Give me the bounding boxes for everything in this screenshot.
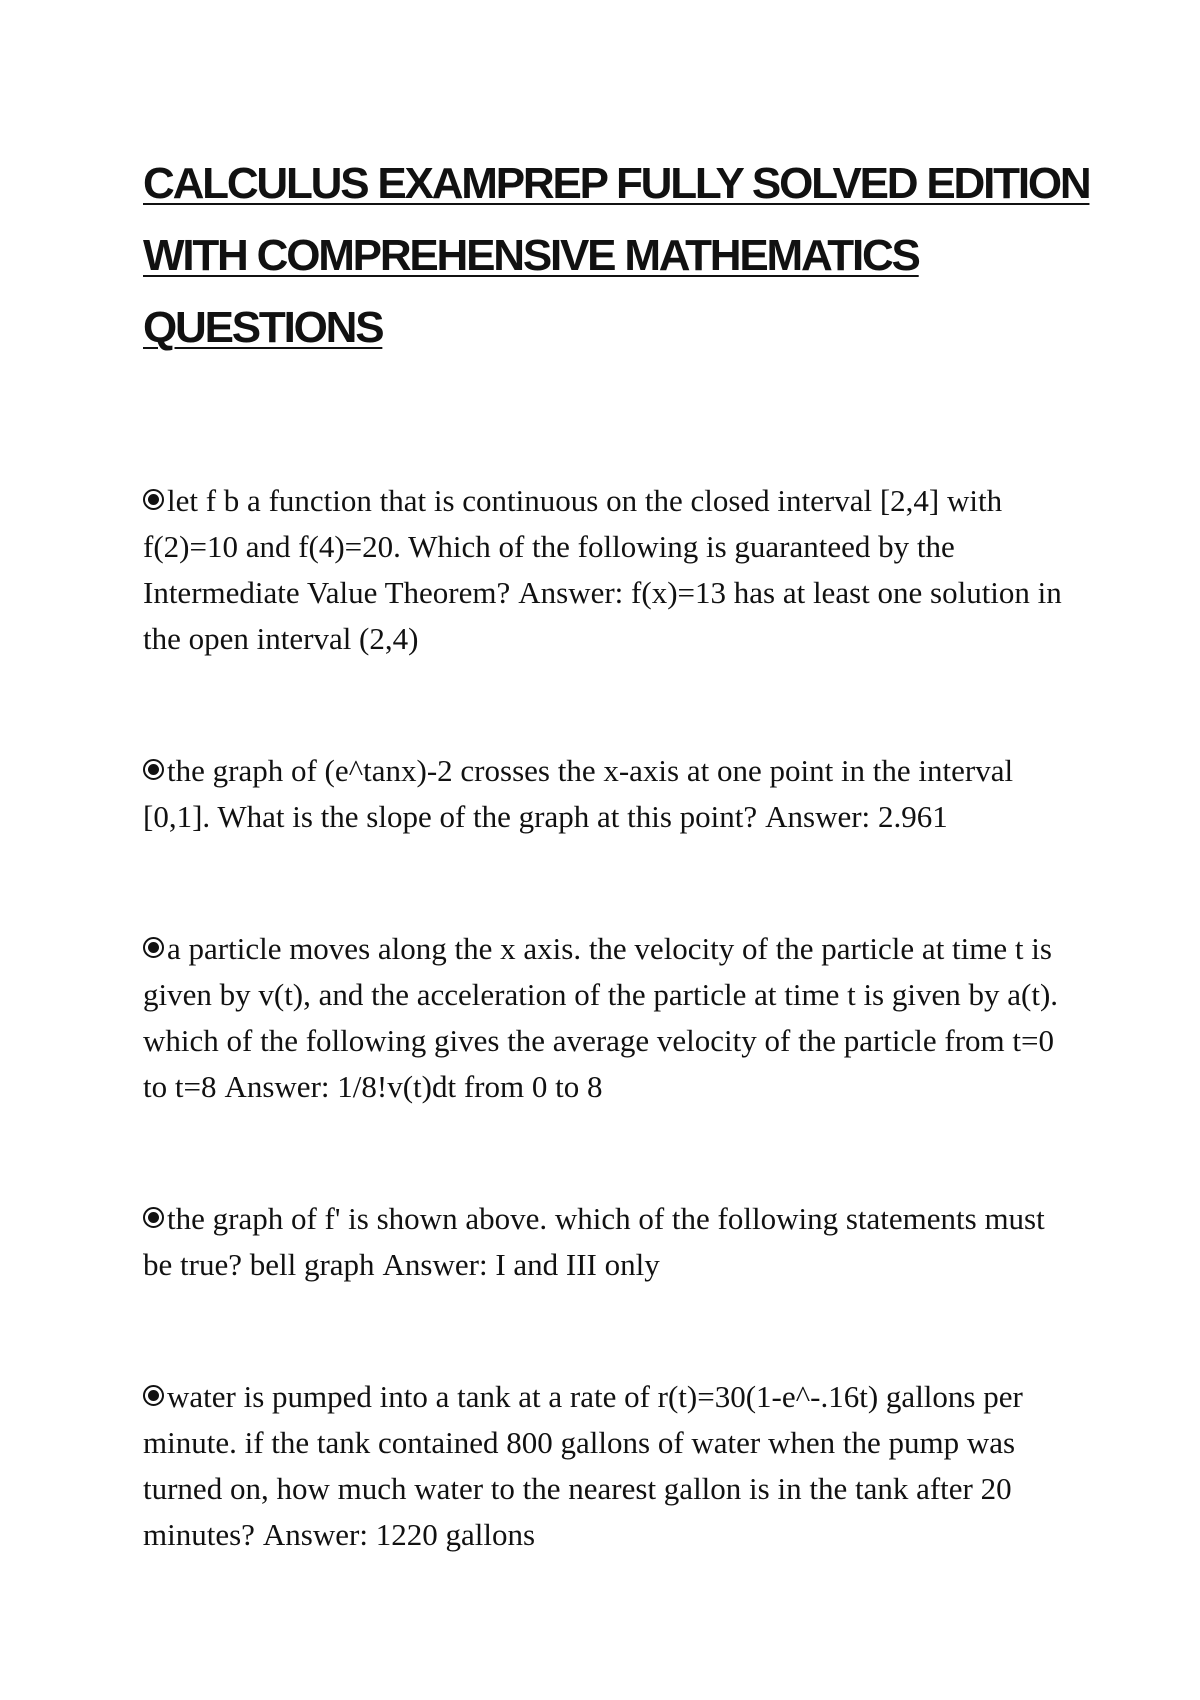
bullet-icon bbox=[143, 1207, 164, 1228]
question-list bbox=[143, 478, 1073, 1558]
answer-label: Answer: bbox=[765, 799, 871, 834]
question-text: a particle moves along the x axis. the velocity of the particle at time t is given by v(t), and the acceleration of the particle at time t is given by a(t). which of the following gives the average velocity of the particle from t=0 to t=8 bbox=[143, 931, 1059, 1104]
answer-text: 1220 gallons bbox=[375, 1517, 536, 1552]
document-title bbox=[143, 148, 1090, 364]
document-page bbox=[143, 148, 1090, 1644]
title-line-1: CALCULUS EXAMPREP FULLY SOLVED EDITION bbox=[143, 159, 1090, 208]
answer-text: f(x)=13 has at least one solution in the open interval (2,4) bbox=[143, 575, 1062, 656]
question-item bbox=[143, 926, 1073, 1110]
answer-label: Answer: bbox=[518, 575, 624, 610]
question-text: the graph of f' is shown above. which of the following statements must be true? bell graph bbox=[143, 1201, 1045, 1282]
bullet-icon bbox=[143, 1385, 164, 1406]
answer-label: Answer: bbox=[382, 1247, 488, 1282]
answer-label: Answer: bbox=[224, 1069, 330, 1104]
bullet-icon bbox=[143, 759, 164, 780]
answer-text: 2.961 bbox=[877, 799, 948, 834]
question-item bbox=[143, 748, 1073, 840]
answer-text: 1/8!v(t)dt from 0 to 8 bbox=[337, 1069, 603, 1104]
question-text: water is pumped into a tank at a rate of r(t)=30(1-e^-.16t) gallons per minute. if the tank contained 800 gallons of water when the pump was turned on, how much water to the nearest gallon is in the tank after 20 minutes? bbox=[143, 1379, 1023, 1552]
question-item bbox=[143, 1374, 1073, 1558]
answer-text: I and III only bbox=[495, 1247, 660, 1282]
title-line-2: WITH COMPREHENSIVE MATHEMATICS bbox=[143, 231, 919, 280]
answer-label: Answer: bbox=[262, 1517, 368, 1552]
question-item bbox=[143, 478, 1073, 662]
title-line-3: QUESTIONS bbox=[143, 303, 383, 352]
bullet-icon bbox=[143, 489, 164, 510]
bullet-icon bbox=[143, 937, 164, 958]
question-text: let f b a function that is continuous on the closed interval [2,4] with f(2)=10 and f(4)=20. Which of the following is guaranteed by the Intermediate Value Theorem? bbox=[143, 483, 1003, 610]
question-item bbox=[143, 1196, 1073, 1288]
question-text: the graph of (e^tanx)-2 crosses the x-axis at one point in the interval [0,1]. What is the slope of the graph at this point? bbox=[143, 753, 1014, 834]
